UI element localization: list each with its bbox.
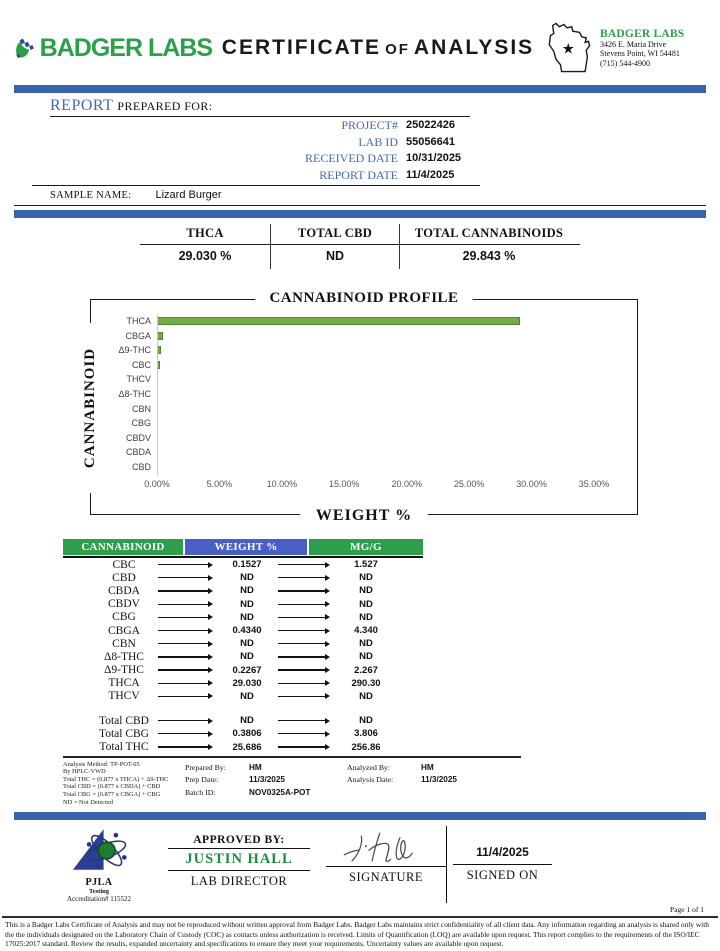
cannabinoid-name: CBD — [112, 571, 136, 584]
approver-title: LAB DIRECTOR — [190, 874, 288, 889]
chart-plot-area — [157, 314, 594, 475]
chart-category-label: CBN — [131, 403, 151, 414]
divider-bar-bottom — [14, 812, 706, 820]
lab-address-block — [544, 20, 706, 76]
mgg-value: ND — [359, 690, 373, 702]
chart-bar-row — [158, 460, 594, 475]
arrow-icon — [158, 744, 213, 750]
arrow-icon — [158, 654, 213, 660]
arrow-head — [208, 744, 213, 750]
arrow-head — [325, 641, 330, 647]
chart-category-label: THCA — [126, 316, 151, 326]
weight-value: 0.4340 — [232, 625, 262, 637]
chart-y-axis-label: CANNABINOID — [81, 323, 99, 493]
summary-header-row — [140, 224, 580, 245]
lab-contact-info — [600, 28, 684, 69]
sample-name-row — [0, 186, 720, 204]
table-row — [63, 690, 423, 703]
arrow-icon — [158, 575, 213, 581]
chart-bar-row — [158, 387, 594, 402]
approval-section — [40, 826, 706, 903]
prep-notes — [185, 761, 347, 807]
star-icon: ★ — [561, 41, 575, 58]
table-row — [63, 740, 423, 753]
lab-address-line2: Stevens Point, WI 54481 — [600, 49, 680, 59]
arrow-head — [325, 718, 330, 724]
note-row — [185, 774, 347, 787]
report-field-label: LAB ID — [358, 134, 398, 149]
summary-table — [140, 224, 580, 269]
note-value: 11/3/2025 — [249, 775, 285, 785]
arrow-icon — [278, 562, 330, 568]
chart-category-label: Δ9-THC — [118, 345, 151, 356]
chart-category-label: CBC — [131, 359, 151, 370]
approved-by-label: APPROVED BY: — [168, 834, 310, 849]
arrow-head — [325, 614, 330, 620]
arrow-head — [325, 680, 330, 686]
arrow-head — [208, 654, 213, 660]
arrow-line — [278, 720, 325, 721]
arrow-line — [158, 669, 208, 670]
arrow-head — [325, 731, 330, 737]
weight-value: 25.686 — [232, 741, 262, 753]
arrow-icon — [158, 601, 213, 607]
chart-bar-row — [158, 314, 594, 329]
method-note-line: Total CBG = (0.877 x CBGA) + CBG — [63, 791, 161, 798]
report-title — [50, 97, 470, 117]
arrow-head — [325, 575, 330, 581]
arrow-line — [278, 696, 325, 697]
cannabinoid-name: CBDA — [108, 584, 140, 597]
note-label: Prep Date: — [185, 775, 219, 785]
results-bottom-rule — [63, 756, 521, 758]
lab-name: BADGER LABS — [600, 27, 685, 40]
arrow-head — [325, 562, 330, 568]
arrow-line — [158, 696, 208, 697]
arrow-head — [325, 744, 330, 750]
summary-header-cell: THCA — [186, 226, 224, 240]
method-note-line: ND = Not Detected — [63, 798, 113, 806]
arrow-line — [158, 630, 208, 631]
table-row — [63, 664, 423, 677]
sample-divider-bottom — [14, 205, 706, 206]
results-header-mgg: MG/G — [309, 539, 423, 555]
chart-bar — [158, 361, 160, 369]
cannabinoid-name: THCA — [108, 677, 140, 690]
report-word: REPORT — [50, 97, 114, 114]
chart-x-tick-label: 5.00% — [206, 479, 233, 489]
mgg-value: 2.267 — [354, 664, 378, 676]
summary-header-cell: TOTAL CANNABINOIDS — [414, 226, 564, 240]
arrow-icon — [278, 614, 330, 620]
weight-value: 0.2267 — [232, 664, 262, 676]
arrow-head — [325, 628, 330, 634]
mgg-value: ND — [359, 638, 373, 650]
table-row — [63, 558, 423, 571]
legal-disclaimer: This is a Badger Labs Certificate of Analysis and may not be reproduced without written approval from Badger Labs. Badger Labs maintains strict confidentiality of all client data. Any information regarding an analysis is shared only with the the individuals designated on the Laboratory Chain of Custody (COC) as contacts unless authorization is received. Limits of Quantification (LOQ) are available upon request. This report complies to the requirements of the ISO/IEC 17025:2017 standard. Review the results, expanded uncertainty and specifications to ensure they meet your requirements. Uncertainty values are available upon request. — [2, 916, 718, 951]
chart-x-tick-label: 10.00% — [266, 479, 298, 489]
arrow-icon — [158, 718, 213, 724]
cannabinoid-name: CBGA — [108, 624, 140, 637]
table-row — [63, 571, 423, 584]
weight-value: 29.030 — [232, 677, 262, 689]
signed-on-label: SIGNED ON — [466, 868, 539, 883]
divider-bar-top — [14, 85, 706, 93]
report-field-label: RECEIVED DATE — [305, 151, 398, 165]
weight-value: ND — [240, 715, 254, 727]
signature-label: SIGNATURE — [349, 870, 423, 885]
arrow-head — [208, 667, 213, 673]
chart-x-tick-label: 25.00% — [453, 479, 485, 489]
chart-x-tick-label: 15.00% — [329, 479, 360, 489]
results-header-cannabinoid: CANNABINOID — [63, 539, 183, 555]
arrow-head — [208, 628, 213, 634]
badger-labs-logo — [14, 27, 212, 69]
chart-category-label: CBDA — [125, 447, 151, 458]
arrow-head — [208, 731, 213, 737]
cannabinoid-name: THCV — [108, 690, 140, 703]
note-label: Batch ID: — [185, 787, 216, 797]
arrow-head — [208, 718, 213, 724]
arrow-line — [158, 577, 208, 578]
approved-by-block — [168, 834, 310, 903]
method-note-line: Analysis Method: TP-POT-05 — [63, 760, 140, 768]
method-note-line: By HPLC-VWD — [63, 768, 106, 776]
arrow-head — [208, 588, 213, 594]
arrow-icon — [158, 614, 213, 620]
arrow-head — [325, 667, 330, 673]
summary-value-row — [140, 245, 580, 269]
page-title — [212, 36, 544, 60]
arrow-head — [208, 693, 213, 699]
arrow-line — [158, 683, 208, 684]
weight-value: 0.1527 — [232, 559, 262, 571]
chart-x-tick-label: 30.00% — [516, 479, 547, 489]
arrow-head — [208, 575, 213, 581]
sample-name-label: SAMPLE NAME: — [50, 189, 132, 201]
arrow-line — [158, 746, 208, 747]
arrow-head — [325, 601, 330, 607]
arrow-line — [158, 590, 208, 591]
cannabinoid-name: Total CBG — [99, 727, 149, 740]
note-value: HM — [249, 762, 262, 772]
chart-category-label: CBGA — [125, 330, 151, 341]
arrow-line — [278, 669, 325, 670]
lab-address-line1: 3426 E. Maria Drive — [600, 39, 667, 49]
arrow-head — [325, 693, 330, 699]
arrow-icon — [158, 588, 213, 594]
report-fields — [0, 117, 720, 183]
results-rows — [63, 558, 423, 703]
report-title-rest: PREPARED FOR: — [117, 99, 213, 113]
report-field-value: 25022426 — [406, 119, 455, 131]
mgg-value: ND — [359, 611, 373, 623]
arrow-line — [278, 656, 325, 657]
weight-value: ND — [240, 585, 254, 597]
weight-value: 0.3806 — [232, 728, 262, 740]
mgg-value: 1.527 — [354, 559, 378, 571]
arrow-line — [158, 720, 208, 721]
report-field-value: 10/31/2025 — [406, 152, 462, 164]
note-row — [185, 762, 347, 775]
pjla-subtitle: Testing — [89, 888, 109, 896]
arrow-line — [158, 604, 208, 605]
chart-x-tick-label: 35.00% — [578, 479, 610, 489]
results-table-header — [63, 539, 423, 558]
chart-bar-row — [158, 329, 594, 344]
table-row — [63, 727, 423, 740]
summary-header-cell: TOTAL CBD — [270, 224, 400, 244]
title-of: OF — [385, 41, 410, 58]
arrow-line — [278, 577, 325, 578]
arrow-head — [208, 641, 213, 647]
arrow-line — [278, 746, 325, 747]
table-row — [63, 677, 423, 690]
sample-name-value: Lizard Burger — [155, 189, 222, 201]
note-label: Analyzed By: — [347, 762, 391, 772]
mgg-value: ND — [359, 572, 373, 584]
weight-value: ND — [240, 611, 254, 623]
cannabinoid-name: CBN — [112, 637, 136, 650]
chart-category-label: THCV — [126, 374, 151, 385]
arrow-head — [208, 680, 213, 686]
arrow-line — [278, 617, 325, 618]
pjla-name: PJLA — [85, 877, 113, 889]
summary-value-cell: ND — [270, 245, 400, 269]
report-field-row — [0, 134, 720, 151]
cannabinoid-name: Total THC — [99, 741, 149, 754]
mgg-value: ND — [359, 598, 373, 610]
analysis-meta-notes — [347, 761, 457, 807]
report-field-row — [0, 117, 720, 134]
method-notes — [63, 761, 183, 807]
cannabinoid-name: CBC — [112, 558, 136, 571]
method-note-line: Total THC = (0.877 x THCA) + Δ9-THC — [63, 775, 169, 783]
table-row — [63, 598, 423, 611]
arrow-icon — [158, 693, 213, 699]
mgg-value: 290.30 — [351, 677, 381, 689]
report-info-section — [0, 93, 720, 206]
mgg-value: ND — [359, 651, 373, 663]
note-row — [347, 762, 457, 775]
table-row — [63, 714, 423, 727]
arrow-line — [158, 733, 208, 734]
arrow-line — [278, 683, 325, 684]
arrow-icon — [158, 628, 213, 634]
arrow-icon — [278, 641, 330, 647]
signed-on-date: 11/4/2025 — [476, 845, 529, 860]
arrow-icon — [278, 575, 330, 581]
cannabinoid-name: Δ8-THC — [104, 650, 144, 663]
weight-value: ND — [240, 651, 254, 663]
note-value: NOV0325A-POT — [249, 787, 311, 797]
note-label: Analysis Date: — [347, 775, 394, 785]
report-field-value: 11/4/2025 — [406, 168, 455, 181]
mgg-value: 3.806 — [354, 728, 378, 740]
weight-value: ND — [240, 638, 254, 650]
chart-category-label: CBG — [131, 418, 151, 429]
summary-value-cell: 29.843 % — [462, 249, 516, 263]
arrow-line — [278, 733, 325, 734]
chart-bar-row — [158, 372, 594, 387]
weight-value: ND — [240, 572, 254, 584]
report-field-label: PROJECT# — [341, 118, 398, 132]
mgg-value: ND — [359, 715, 373, 727]
cannabinoid-name: Δ9-THC — [104, 664, 144, 677]
logo-text: BADGER LABS — [39, 33, 212, 62]
handwritten-signature-icon — [334, 830, 438, 864]
results-total-rows — [63, 714, 423, 754]
results-header-weight: WEIGHT % — [185, 539, 307, 555]
approver-name: JUSTIN HALL — [168, 849, 310, 871]
chart-x-ticks — [144, 479, 610, 491]
mgg-value: 256.86 — [351, 741, 381, 753]
arrow-head — [208, 601, 213, 607]
divider-bar-mid — [14, 210, 706, 218]
method-note-line: Total CBD = (0.877 x CBDA) + CBD — [63, 783, 161, 791]
cannabinoid-name: CBDV — [108, 598, 140, 611]
arrow-icon — [278, 718, 330, 724]
arrow-icon — [158, 667, 213, 673]
chart-bar — [158, 317, 520, 325]
chart-category-labels — [91, 314, 151, 475]
badger-labs-logo-icon — [14, 27, 35, 69]
note-value: HM — [421, 762, 434, 772]
arrow-icon — [278, 601, 330, 607]
pjla-accreditation-number: Accreditation# 115522 — [66, 895, 132, 904]
arrow-line — [158, 643, 208, 644]
chart-bar — [158, 332, 163, 340]
pjla-accreditation-block — [40, 826, 158, 903]
arrow-icon — [278, 744, 330, 750]
chart-x-tick-label: 0.00% — [144, 479, 170, 489]
table-row — [63, 611, 423, 624]
report-field-value: 55056641 — [406, 135, 455, 148]
title-part1: CERTIFICATE — [221, 36, 382, 59]
arrow-head — [325, 588, 330, 594]
chart-bar-row — [158, 358, 594, 373]
chart-title: CANNABINOID PROFILE — [255, 290, 472, 307]
pjla-logo-icon — [62, 826, 136, 872]
arrow-icon — [278, 680, 330, 686]
arrow-icon — [278, 628, 330, 634]
page-number: Page 1 of 1 — [670, 905, 704, 915]
arrow-line — [158, 656, 208, 657]
mgg-value: ND — [359, 585, 373, 597]
arrow-icon — [158, 562, 213, 568]
signature-block — [326, 826, 446, 903]
arrow-line — [158, 617, 208, 618]
weight-value: ND — [240, 690, 254, 702]
report-field-row — [0, 167, 720, 184]
arrow-icon — [278, 588, 330, 594]
arrow-icon — [158, 680, 213, 686]
lab-phone: (715) 544-4900 — [600, 58, 650, 68]
chart-bar — [158, 346, 161, 354]
chart-category-label: Δ8-THC — [118, 388, 151, 399]
note-row — [185, 787, 347, 800]
chart-bar-row — [158, 402, 594, 417]
chart-bar-row — [158, 416, 594, 431]
arrow-line — [278, 630, 325, 631]
note-row — [347, 774, 457, 787]
signature-image — [326, 828, 446, 864]
summary-value-cell: 29.030 % — [178, 249, 232, 263]
weight-value: ND — [240, 598, 254, 610]
arrow-line — [278, 604, 325, 605]
wisconsin-map-icon — [544, 20, 596, 76]
document-header — [0, 0, 720, 78]
note-label: Prepared By: — [185, 762, 226, 772]
signed-on-block — [446, 826, 558, 903]
chart-category-label: CBD — [131, 461, 151, 472]
arrow-icon — [158, 731, 213, 737]
table-row — [63, 637, 423, 650]
title-part2: ANALYSIS — [413, 36, 535, 59]
mgg-value: 4.340 — [354, 625, 378, 637]
arrow-icon — [278, 693, 330, 699]
chart-category-label: CBDV — [125, 432, 151, 443]
cannabinoid-name: CBG — [112, 611, 136, 624]
cannabinoid-name: Total CBD — [99, 714, 149, 727]
arrow-line — [158, 564, 208, 565]
report-field-label: REPORT DATE — [319, 167, 398, 182]
note-value: 11/3/2025 — [421, 775, 457, 785]
table-row — [63, 624, 423, 637]
arrow-head — [208, 562, 213, 568]
chart-bar-row — [158, 431, 594, 446]
results-table — [63, 539, 423, 754]
arrow-line — [278, 564, 325, 565]
analysis-notes — [63, 761, 720, 807]
table-row — [63, 584, 423, 597]
arrow-line — [278, 643, 325, 644]
report-field-row — [0, 150, 720, 167]
cannabinoid-profile-chart — [82, 290, 638, 524]
chart-x-axis-label: WEIGHT % — [300, 507, 428, 525]
chart-bar-row — [158, 445, 594, 460]
arrow-line — [278, 590, 325, 591]
table-row — [63, 650, 423, 663]
chart-x-tick-label: 20.00% — [391, 479, 422, 489]
arrow-head — [325, 654, 330, 660]
arrow-icon — [158, 641, 213, 647]
arrow-head — [208, 614, 213, 620]
arrow-icon — [278, 667, 330, 673]
arrow-icon — [278, 654, 330, 660]
arrow-icon — [278, 731, 330, 737]
chart-bar-row — [158, 343, 594, 358]
